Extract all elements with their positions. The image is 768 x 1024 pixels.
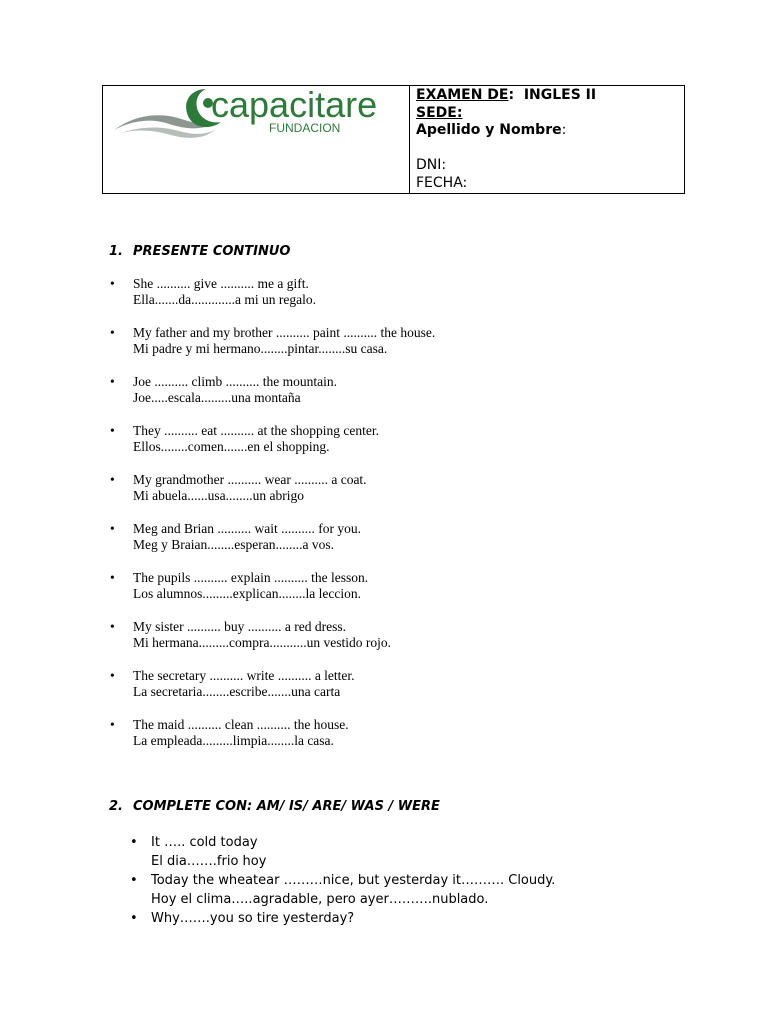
english-sentence: Joe .......... climb .......... the mountain. (133, 374, 337, 389)
english-sentence: She .......... give .......... me a gift. (133, 276, 309, 291)
header-divider (409, 86, 410, 193)
section-1-number: 1. (109, 244, 123, 259)
english-sentence: They .......... eat .......... at the shopping center. (133, 423, 379, 438)
bullet: • (130, 873, 138, 888)
bullet: • (110, 472, 115, 487)
exam-value: : INGLES II (508, 87, 597, 103)
bullet: • (110, 276, 115, 291)
english-sentence: Today the wheatear ………nice, but yesterday it………. Cloudy. (151, 873, 556, 888)
english-sentence: It ….. cold today (151, 835, 258, 850)
sede-label: SEDE: (416, 104, 463, 121)
list-item (130, 909, 690, 928)
spanish-translation: Mi padre y mi hermano........pintar........su casa. (133, 341, 388, 356)
list-item (110, 276, 670, 325)
english-sentence: The pupils .......... explain .......... the lesson. (133, 570, 369, 585)
spanish-translation: Los alumnos.........explican........la leccion. (133, 586, 361, 601)
exam-info (416, 86, 681, 192)
english-sentence: My grandmother .......... wear .......... a coat. (133, 472, 367, 487)
capacitare-logo (111, 86, 406, 146)
bullet: • (130, 911, 138, 926)
list-item (130, 833, 690, 871)
list-item (110, 374, 670, 423)
spanish-translation: La secretaria........escribe.......una carta (133, 684, 341, 699)
section-2-title: COMPLETE CON: AM/ IS/ ARE/ WAS / WERE (133, 799, 440, 814)
spanish-translation: Hoy el clima…..agradable, pero ayer……….nublado. (151, 892, 489, 907)
bullet: • (110, 423, 115, 438)
list-item (110, 717, 670, 766)
bullet: • (130, 835, 138, 850)
section-2-heading (109, 799, 440, 814)
section-1-title: PRESENTE CONTINUO (133, 244, 291, 259)
bullet: • (110, 619, 115, 634)
name-label: Apellido y Nombre (416, 122, 562, 138)
list-item (110, 619, 670, 668)
bullet: • (110, 521, 115, 536)
fecha-label: FECHA: (416, 174, 468, 191)
list-item (110, 521, 670, 570)
list-item (110, 668, 670, 717)
name-colon: : (561, 122, 567, 138)
english-sentence: My father and my brother .......... paint .......... the house. (133, 325, 436, 340)
section-2-list (130, 833, 690, 928)
logo-text: capacitare (211, 86, 378, 125)
dni-label: DNI: (416, 157, 447, 173)
spanish-translation: La empleada.........limpia........la casa. (133, 733, 334, 748)
bullet: • (110, 570, 115, 585)
bullet: • (110, 717, 115, 732)
english-sentence: The secretary .......... write .......... a letter. (133, 668, 355, 683)
bullet: • (110, 374, 115, 389)
section-2-number: 2. (109, 799, 123, 814)
spanish-translation: Joe.....escala.........una montaña (133, 390, 301, 405)
spanish-translation: Meg y Braian........esperan........a vos. (133, 537, 334, 552)
section-1-heading (109, 244, 290, 259)
spanish-translation: Mi hermana.........compra...........un vestido rojo. (133, 635, 391, 650)
spanish-translation: Mi abuela......usa........un abrigo (133, 488, 304, 503)
english-sentence: Why…….you so tire yesterday? (151, 911, 355, 926)
english-sentence: My sister .......... buy .......... a red dress. (133, 619, 346, 634)
english-sentence: The maid .......... clean .......... the house. (133, 717, 349, 732)
english-sentence: Meg and Brian .......... wait .......... for you. (133, 521, 361, 536)
logo-subtext: FUNDACION (269, 121, 341, 135)
exam-label: EXAMEN DE (416, 87, 509, 103)
bullet: • (110, 668, 115, 683)
list-item (110, 423, 670, 472)
list-item (110, 325, 670, 374)
list-item (130, 871, 690, 909)
list-item (110, 570, 670, 619)
exam-header-table (102, 85, 685, 194)
section-1-list (110, 276, 670, 766)
list-item (110, 472, 670, 521)
spanish-translation: Ellos........comen.......en el shopping. (133, 439, 330, 454)
bullet: • (110, 325, 115, 340)
spanish-translation: Ella.......da.............a mi un regalo. (133, 292, 316, 307)
spanish-translation: El dia…….frio hoy (151, 854, 267, 869)
